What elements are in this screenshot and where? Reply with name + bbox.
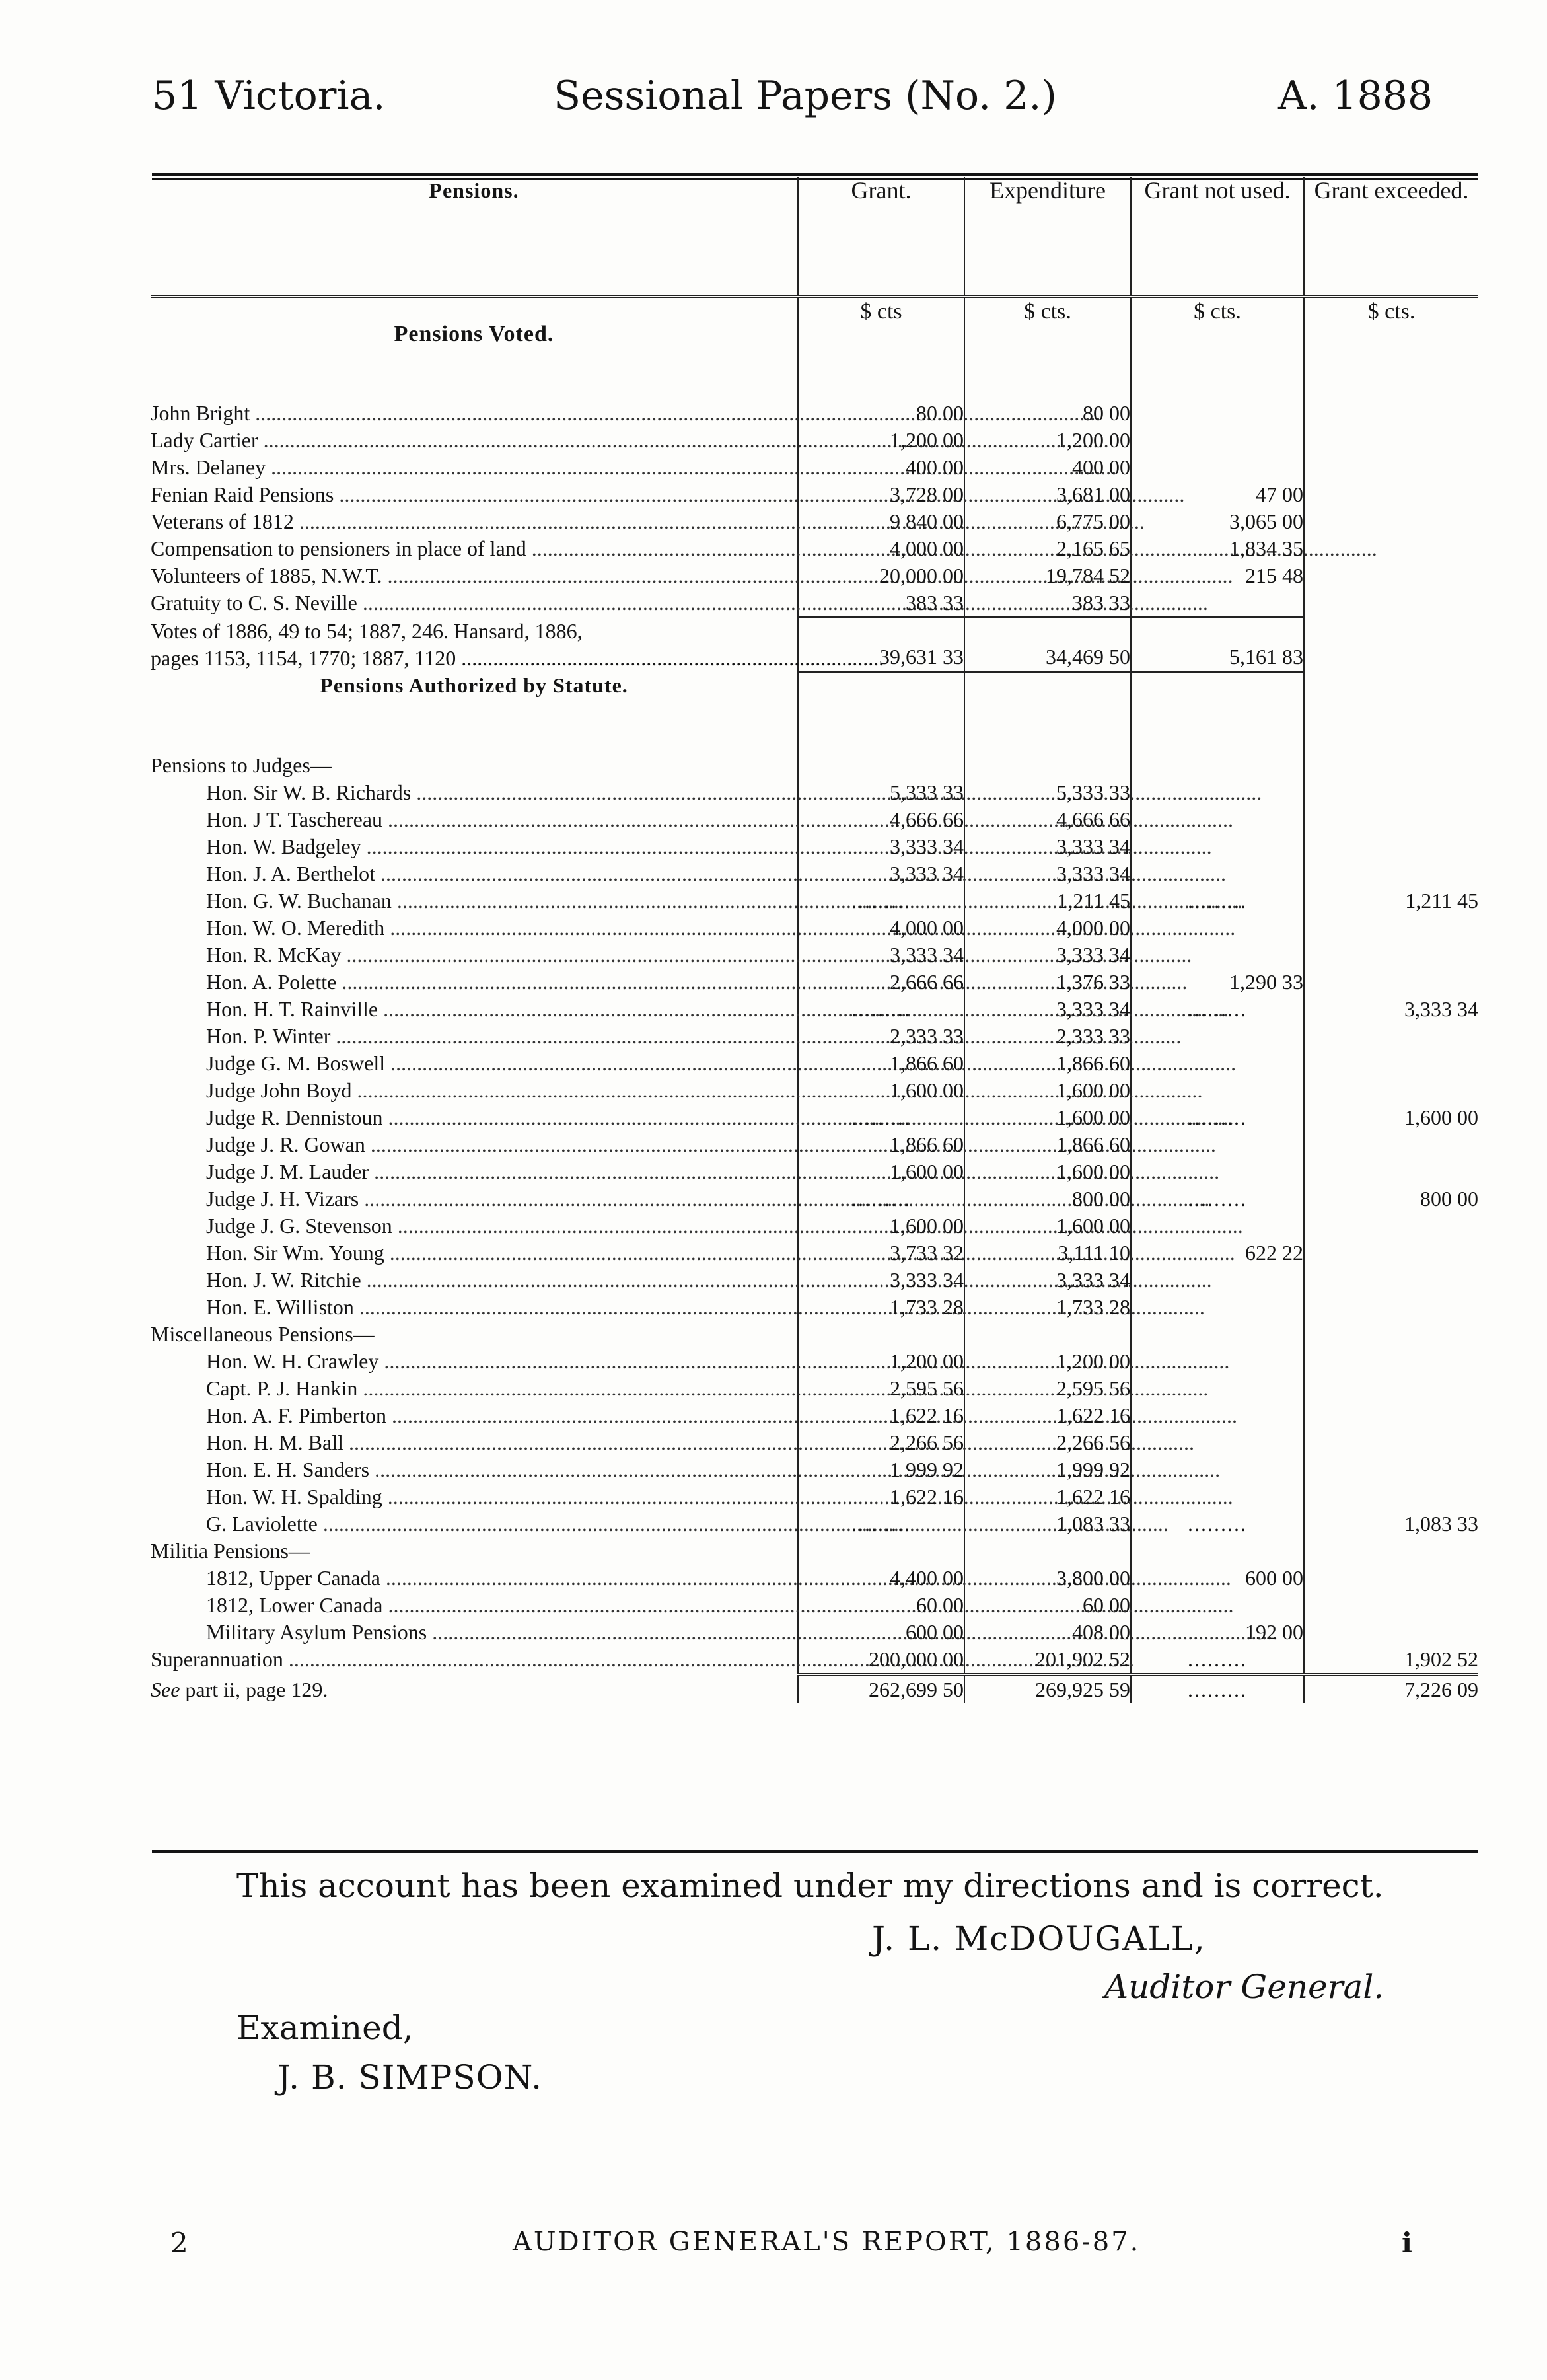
cell-expenditure: 19,784 52 [964, 562, 1131, 589]
cell-expenditure: 1,376 33 [964, 969, 1131, 996]
cell-exceeded [1304, 1023, 1478, 1050]
grand-total-exceeded: 7,226 09 [1304, 1675, 1478, 1704]
cell-not-used [1131, 1538, 1304, 1565]
cell-not-used [1131, 1321, 1304, 1348]
table-row [151, 1077, 1478, 1104]
cell-expenditure: 1,211 45 [964, 887, 1131, 914]
header-session: 51 Victoria. [152, 73, 386, 119]
cell-grant: 4,666 66 [798, 806, 964, 833]
pension-name: Superannuation ..... [151, 1646, 798, 1675]
table-row [151, 1646, 1478, 1675]
cell-expenditure: 4,000 00 [964, 914, 1131, 942]
cell-expenditure [964, 752, 1131, 779]
cell-expenditure: 1,200 00 [964, 427, 1131, 454]
cell-not-used: 3,065 00 [1131, 508, 1304, 535]
column-header-grant: Grant. [798, 177, 964, 297]
cell-exceeded [1304, 1321, 1478, 1348]
grand-total-row [151, 1675, 1478, 1704]
table-row [151, 969, 1478, 996]
pension-name: Veterans of 1812 ..... [151, 508, 798, 535]
cell-exceeded: 1,902 52 [1304, 1646, 1478, 1675]
cell-exceeded [1304, 1294, 1478, 1321]
cell-grant: 400 00 [798, 454, 964, 481]
pension-name: G. Laviolette ..... [151, 1510, 798, 1538]
pensions-table-body [151, 297, 1478, 1704]
cell-exceeded [1304, 806, 1478, 833]
spacer-cell [1304, 384, 1478, 400]
spacer-cell [798, 384, 964, 400]
pension-name: Judge J. G. Stevenson ..... [151, 1212, 798, 1240]
cell-expenditure: 1,733 28 [964, 1294, 1131, 1321]
cell-grant: 5,333 33 [798, 779, 964, 806]
cell-not-used: ......... [1131, 1185, 1304, 1212]
cell-not-used: 600 00 [1131, 1565, 1304, 1592]
unit-grant: $ cts [798, 297, 964, 385]
pension-name: Hon. W. H. Crawley ..... [151, 1348, 798, 1375]
cell-grant: ......... [798, 1104, 964, 1131]
cell-grant: 4,000 00 [798, 914, 964, 942]
cell-expenditure [964, 1538, 1131, 1565]
cell-expenditure: 3,333 34 [964, 1267, 1131, 1294]
pension-name: Judge R. Dennistoun ..... [151, 1104, 798, 1131]
pension-name: Judge J. H. Vizars ..... [151, 1185, 798, 1212]
page-header [0, 73, 1547, 152]
cell-exceeded [1304, 833, 1478, 860]
cell-not-used: 47 00 [1131, 481, 1304, 508]
cell-grant: 3,333 34 [798, 1267, 964, 1294]
table-row [151, 1483, 1478, 1510]
voted-total-label-line2: pages 1153, 1154, 1770; 1887, 1120 [151, 646, 456, 670]
cell-exceeded [1304, 1050, 1478, 1077]
cell-exceeded [1304, 427, 1478, 454]
table-row [151, 1267, 1478, 1294]
unit-exceeded: $ cts. [1304, 297, 1478, 385]
cell-not-used: 1,290 33 [1131, 969, 1304, 996]
cell-grant: 1,600 00 [798, 1077, 964, 1104]
cell-expenditure: 1,866 60 [964, 1131, 1131, 1158]
grand-total-not-used: ......... [1131, 1675, 1304, 1704]
table-row [151, 1619, 1478, 1646]
table-row [151, 1212, 1478, 1240]
pension-name: Mrs. Delaney ..... [151, 454, 798, 481]
cell-grant: 1 999 92 [798, 1456, 964, 1483]
cell-exceeded: 1,083 33 [1304, 1510, 1478, 1538]
cell-not-used: ......... [1131, 1104, 1304, 1131]
cell-grant: 4,000 00 [798, 535, 964, 562]
column-header-pensions: Pensions. [151, 177, 798, 297]
spacer-cell [964, 384, 1131, 400]
cell-expenditure: 2,266 56 [964, 1429, 1131, 1456]
auditor-name: J. L. McDOUGALL, [872, 1919, 1206, 1958]
auditor-title: Auditor General. [1104, 1968, 1385, 2006]
pension-name: Hon. W. H. Spalding ..... [151, 1483, 798, 1510]
cell-exceeded [1304, 454, 1478, 481]
leader-dots: ................................................................................ [456, 646, 884, 670]
see-reference: part ii, page 129. [180, 1678, 328, 1701]
cell-not-used [1131, 454, 1304, 481]
pension-name: Fenian Raid Pensions ..... [151, 481, 798, 508]
cell-exceeded [1304, 1538, 1478, 1565]
pension-name: Judge John Boyd ..... [151, 1077, 798, 1104]
pension-name: Hon. Sir W. B. Richards ..... [151, 779, 798, 806]
cell-exceeded [1304, 942, 1478, 969]
column-header-row [151, 177, 1478, 297]
table-row [151, 1185, 1478, 1212]
cell-expenditure: 2,333 33 [964, 1023, 1131, 1050]
table-row [151, 1023, 1478, 1050]
pension-name: Gratuity to C. S. Neville ..... [151, 589, 798, 618]
cell-expenditure: 1,622 16 [964, 1483, 1131, 1510]
cell-exceeded: 3,333 34 [1304, 996, 1478, 1023]
table-row [151, 1592, 1478, 1619]
column-header-grant-exceeded: Grant exceeded. [1304, 177, 1478, 297]
cell-exceeded [1304, 969, 1478, 996]
pension-name: 1812, Upper Canada ..... [151, 1565, 798, 1592]
pension-name: John Bright ..... [151, 400, 798, 427]
voted-total-not-used: 5,161 83 [1131, 618, 1304, 672]
certification-statement: This account has been examined under my directions and is correct. [236, 1867, 1384, 1905]
voted-total-label-line1: Votes of 1886, 49 to 54; 1887, 246. Hansard, 1886, [151, 618, 583, 643]
cell-expenditure: 3,111 10 [964, 1240, 1131, 1267]
table-row [151, 1429, 1478, 1456]
cell-expenditure: 1,999 92 [964, 1456, 1131, 1483]
cell-expenditure: 60 00 [964, 1592, 1131, 1619]
table-row [151, 400, 1478, 427]
grand-total-expenditure: 269,925 59 [964, 1675, 1131, 1704]
voted-total-label [151, 618, 884, 672]
pension-name: Hon. P. Winter ..... [151, 1023, 798, 1050]
section-label-statute: Pensions Authorized by Statute. [320, 673, 628, 697]
cell-grant: 1,600 00 [798, 1212, 964, 1240]
cell-exceeded [1304, 1429, 1478, 1456]
cell-grant: 3,728 00 [798, 481, 964, 508]
pension-name: Hon. J T. Taschereau ..... [151, 806, 798, 833]
table-row [151, 833, 1478, 860]
category-row [151, 1321, 1478, 1348]
cell-grant: 1,733 28 [798, 1294, 964, 1321]
cell-expenditure: 3,333 34 [964, 860, 1131, 887]
cell-expenditure: 2,595 56 [964, 1375, 1131, 1402]
cell-grant: 383 33 [798, 589, 964, 618]
cell-grant: 2,266 56 [798, 1429, 964, 1456]
table-row [151, 589, 1478, 618]
table-row [151, 996, 1478, 1023]
cell-grant: 3,333 34 [798, 942, 964, 969]
spacer-cell [151, 384, 798, 400]
cell-grant: 3,333 34 [798, 833, 964, 860]
pension-name: Hon. E. H. Sanders ..... [151, 1456, 798, 1483]
cell-not-used: ......... [1131, 1646, 1304, 1675]
table-row [151, 1050, 1478, 1077]
section-spacer-cell [1304, 672, 1478, 753]
cell-grant: 3,333 34 [798, 860, 964, 887]
table-row [151, 1565, 1478, 1592]
cell-expenditure [964, 1321, 1131, 1348]
section-spacer-cell [1131, 672, 1304, 753]
spacer-cell [1131, 384, 1304, 400]
cell-grant: 1,200 00 [798, 427, 964, 454]
cell-grant: 20,000 00 [798, 562, 964, 589]
unit-not-used: $ cts. [1131, 297, 1304, 385]
cell-grant: 9 840 00 [798, 508, 964, 535]
cell-exceeded: 800 00 [1304, 1185, 1478, 1212]
table-row [151, 1402, 1478, 1429]
table-row [151, 562, 1478, 589]
table-row [151, 1131, 1478, 1158]
cell-grant: 60 00 [798, 1592, 964, 1619]
pension-name: Lady Cartier ..... [151, 427, 798, 454]
category-row [151, 752, 1478, 779]
cell-expenditure: 1,622 16 [964, 1402, 1131, 1429]
cell-exceeded [1304, 1267, 1478, 1294]
cell-exceeded [1304, 400, 1478, 427]
column-header-expenditure: Expenditure [964, 177, 1131, 297]
pension-name: Judge J. M. Lauder ..... [151, 1158, 798, 1185]
voted-total-grant: 39,631 33 [798, 618, 964, 672]
table-row [151, 1456, 1478, 1483]
table-row [151, 806, 1478, 833]
cell-grant: 2,595 56 [798, 1375, 964, 1402]
pension-name: Volunteers of 1885, N.W.T. ..... [151, 562, 798, 589]
cell-grant [798, 1321, 964, 1348]
cell-exceeded: 1,211 45 [1304, 887, 1478, 914]
cell-expenditure: 1,083 33 [964, 1510, 1131, 1538]
cell-expenditure: 1,200 00 [964, 1348, 1131, 1375]
cell-grant: 1,622 16 [798, 1402, 964, 1429]
table-row [151, 481, 1478, 508]
cell-exceeded [1304, 1375, 1478, 1402]
pension-name: Miscellaneous Pensions— [151, 1322, 375, 1346]
cell-exceeded [1304, 1240, 1478, 1267]
pension-name: Militia Pensions— [151, 1539, 310, 1563]
unit-expenditure: $ cts. [964, 297, 1131, 385]
pension-name: Military Asylum Pensions ..... [151, 1619, 798, 1646]
cell-grant: 1,622 16 [798, 1483, 964, 1510]
header-paper-number: Sessional Papers (No. 2.) [554, 73, 1057, 119]
cell-grant: 1,200 00 [798, 1348, 964, 1375]
cell-grant: 2,666 66 [798, 969, 964, 996]
cell-not-used: 1,834 35 [1131, 535, 1304, 562]
page-divider-bottom [152, 1850, 1478, 1853]
cell-not-used: 192 00 [1131, 1619, 1304, 1646]
table-row [151, 860, 1478, 887]
section-label-voted: Pensions Voted. [394, 322, 554, 346]
cell-grant: 80 00 [798, 400, 964, 427]
cell-not-used [1131, 427, 1304, 454]
cell-expenditure: 3,333 34 [964, 833, 1131, 860]
cell-exceeded [1304, 1131, 1478, 1158]
voted-total-expenditure: 34,469 50 [964, 618, 1131, 672]
pension-name: Hon. A. Polette ..... [151, 969, 798, 996]
table-row [151, 427, 1478, 454]
cell-expenditure: 408 00 [964, 1619, 1131, 1646]
units-row [151, 297, 1478, 385]
cell-grant: ......... [798, 1185, 964, 1212]
cell-grant: 1,866 60 [798, 1131, 964, 1158]
cell-not-used: ......... [1131, 1510, 1304, 1538]
cell-expenditure: 80 00 [964, 400, 1131, 427]
cell-grant: 2,333 33 [798, 1023, 964, 1050]
cell-expenditure: 4,666 66 [964, 806, 1131, 833]
pension-name: Pensions to Judges— [151, 753, 332, 777]
table-row [151, 914, 1478, 942]
see-word: See [151, 1678, 180, 1701]
examined-label: Examined, [236, 2009, 414, 2047]
cell-exceeded [1304, 589, 1478, 618]
pensions-table [151, 177, 1478, 1703]
section-spacer-cell [798, 672, 964, 753]
pension-name: Judge J. R. Gowan ..... [151, 1131, 798, 1158]
cell-not-used [1131, 400, 1304, 427]
cell-expenditure: 3,681 00 [964, 481, 1131, 508]
cell-exceeded [1304, 1483, 1478, 1510]
cell-exceeded [1304, 1348, 1478, 1375]
cell-grant: 1,600 00 [798, 1158, 964, 1185]
cell-expenditure: 1,600 00 [964, 1104, 1131, 1131]
cell-exceeded [1304, 1456, 1478, 1483]
cell-exceeded [1304, 1592, 1478, 1619]
table-row [151, 535, 1478, 562]
cell-grant: 200,000 00 [798, 1646, 964, 1675]
pension-name: Capt. P. J. Hankin ..... [151, 1375, 798, 1402]
footer-page-marker: 2 [170, 2227, 188, 2259]
grand-total-label [151, 1675, 798, 1704]
cell-not-used: 622 22 [1131, 1240, 1304, 1267]
cell-expenditure: 383 33 [964, 589, 1131, 618]
pension-name: 1812, Lower Canada ..... [151, 1592, 798, 1619]
table-row [151, 1348, 1478, 1375]
cell-grant: 600 00 [798, 1619, 964, 1646]
pension-name: Hon. G. W. Buchanan ..... [151, 887, 798, 914]
cell-expenditure: 1,866 60 [964, 1050, 1131, 1077]
header-rule-top [152, 173, 1478, 176]
table-row [151, 1294, 1478, 1321]
pension-name: Hon. J. A. Berthelot ..... [151, 860, 798, 887]
cell-expenditure: 5,333 33 [964, 779, 1131, 806]
cell-expenditure: 3,333 34 [964, 996, 1131, 1023]
cell-grant: 4,400 00 [798, 1565, 964, 1592]
pension-name: Hon. A. F. Pimberton ..... [151, 1402, 798, 1429]
pension-name: Hon. Sir Wm. Young ..... [151, 1240, 798, 1267]
cell-expenditure: 201,902 52 [964, 1646, 1131, 1675]
cell-grant [798, 1538, 964, 1565]
cell-grant: 3,733 32 [798, 1240, 964, 1267]
cell-exceeded [1304, 860, 1478, 887]
voted-total-row [151, 618, 1478, 672]
voted-total-label-line2-wrap [151, 645, 884, 672]
cell-exceeded [1304, 779, 1478, 806]
cell-not-used: ......... [1131, 887, 1304, 914]
footer-report-title: AUDITOR GENERAL'S REPORT, 1886-87. [513, 2227, 1141, 2257]
cell-exceeded [1304, 1619, 1478, 1646]
cell-exceeded [1304, 1565, 1478, 1592]
cell-exceeded: 1,600 00 [1304, 1104, 1478, 1131]
table-row [151, 1104, 1478, 1131]
table-row [151, 1375, 1478, 1402]
footer-page-roman: i [1402, 2227, 1412, 2259]
cell-not-used [1131, 752, 1304, 779]
cell-expenditure: 1,600 00 [964, 1212, 1131, 1240]
pension-name: Hon. W. Badgeley ..... [151, 833, 798, 860]
cell-exceeded [1304, 752, 1478, 779]
table-row [151, 887, 1478, 914]
section-spacer-cell [964, 672, 1131, 753]
cell-exceeded [1304, 1402, 1478, 1429]
table-row [151, 1510, 1478, 1538]
table-row [151, 942, 1478, 969]
pension-name: Hon. E. Williston ..... [151, 1294, 798, 1321]
grand-total-grant: 262,699 50 [798, 1675, 964, 1704]
cell-expenditure: 1,600 00 [964, 1077, 1131, 1104]
table-row [151, 1158, 1478, 1185]
pension-name: Hon. J. W. Ritchie ..... [151, 1267, 798, 1294]
cell-not-used: 215 48 [1131, 562, 1304, 589]
header-year: A. 1888 [1278, 73, 1433, 119]
table-row [151, 454, 1478, 481]
statute-section-row [151, 672, 1478, 753]
pension-name: Hon. R. McKay ..... [151, 942, 798, 969]
cell-expenditure: 3,333 34 [964, 942, 1131, 969]
cell-grant: ......... [798, 996, 964, 1023]
table-row [151, 779, 1478, 806]
cell-expenditure: 1,600 00 [964, 1158, 1131, 1185]
pension-name: Judge G. M. Boswell ..... [151, 1050, 798, 1077]
category-row [151, 1538, 1478, 1565]
cell-exceeded [1304, 481, 1478, 508]
cell-grant: ......... [798, 1510, 964, 1538]
table-row [151, 1240, 1478, 1267]
cell-expenditure: 3,800 00 [964, 1565, 1131, 1592]
spacer-row [151, 384, 1478, 400]
pension-name: Hon. H. M. Ball ..... [151, 1429, 798, 1456]
cell-exceeded [1304, 1212, 1478, 1240]
cell-exceeded [1304, 914, 1478, 942]
cell-exceeded [1304, 508, 1478, 535]
cell-expenditure: 400 00 [964, 454, 1131, 481]
cell-grant [798, 752, 964, 779]
cell-expenditure: 2,165 65 [964, 535, 1131, 562]
examiner-name: J. B. SIMPSON. [277, 2058, 543, 2097]
cell-exceeded [1304, 1077, 1478, 1104]
cell-expenditure: 6,775 00 [964, 508, 1131, 535]
cell-exceeded [1304, 1158, 1478, 1185]
column-header-grant-not-used: Grant not used. [1131, 177, 1304, 297]
cell-expenditure: 800 00 [964, 1185, 1131, 1212]
cell-not-used: ......... [1131, 996, 1304, 1023]
pension-name: Compensation to pensioners in place of land ..... [151, 535, 798, 562]
cell-grant: ......... [798, 887, 964, 914]
voted-total-exceeded [1304, 618, 1478, 672]
cell-grant: 1,866 60 [798, 1050, 964, 1077]
pension-name: Hon. H. T. Rainville ..... [151, 996, 798, 1023]
cell-exceeded [1304, 562, 1478, 589]
pension-name: Hon. W. O. Meredith ..... [151, 914, 798, 942]
table-row [151, 508, 1478, 535]
